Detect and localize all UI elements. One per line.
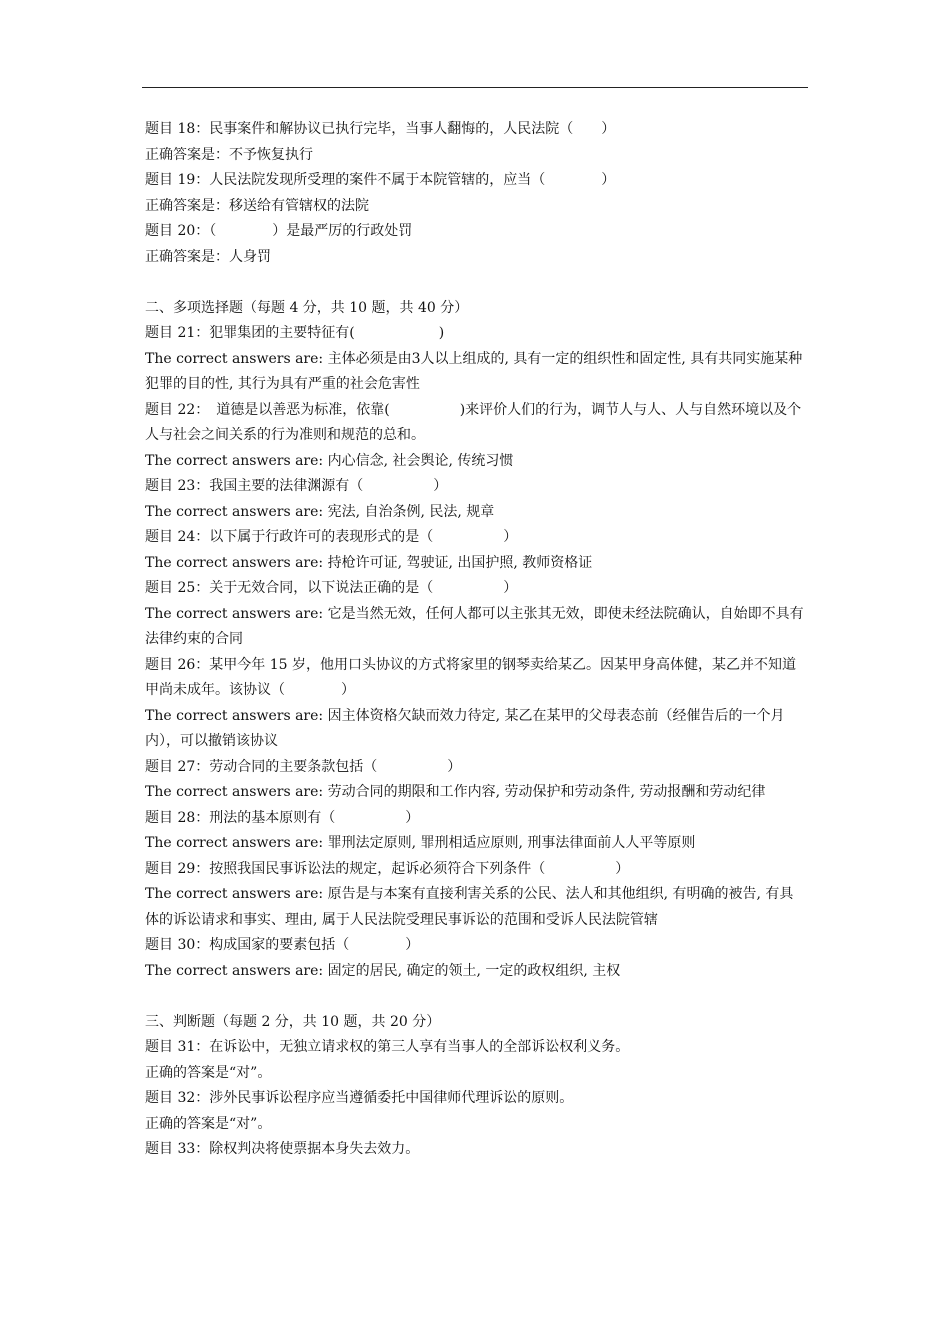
question-21: 题目 21：犯罪集团的主要特征有( ) [145, 325, 445, 341]
question-23: 题目 23：我国主要的法律渊源有（ ） [145, 478, 448, 494]
question-22: 题目 22： 道德是以善恶为标准，依靠( )来评价人们的行为，调节人与人、人与自然环境以及个人与社会之间关系的行为准则和规范的总和。 [145, 401, 802, 443]
answer-26: The correct answers are: 因主体资格欠缺而效力待定, 某乙在某甲的父母表态前（经催告后的一个月内），可以撤销该协议 [145, 707, 785, 749]
answer-32: 正确的答案是“对”。 [145, 1115, 272, 1132]
answer-18: 正确答案是：不予恢复执行 [145, 146, 313, 163]
question-33: 题目 33：除权判决将使票据本身失去效力。 [145, 1141, 420, 1157]
header-rule [142, 87, 808, 88]
question-31: 题目 31：在诉讼中，无独立请求权的第三人享有当事人的全部诉讼权利义务。 [145, 1039, 630, 1055]
answer-21: The correct answers are: 主体必须是由3人以上组成的, 具有一定的组织性和固定性, 具有共同实施某种犯罪的目的性, 其行为具有严重的社会危害性 [145, 350, 803, 392]
question-19: 题目 19：人民法院发现所受理的案件不属于本院管辖的，应当（ ） [145, 172, 616, 188]
section-heading-multiple-choice: 二、多项选择题（每题 4 分，共 10 题，共 40 分） [145, 299, 469, 316]
answer-25: The correct answers are: 它是当然无效，任何人都可以主张其无效，即使未经法院确认，自始即不具有法律约束的合同 [145, 605, 804, 647]
answer-31: 正确的答案是“对”。 [145, 1064, 272, 1081]
question-28: 题目 28：刑法的基本原则有（ ） [145, 809, 420, 826]
answer-29: The correct answers are: 原告是与本案有直接利害关系的公民、法人和其他组织, 有明确的被告, 有具体的诉讼请求和事实、理由, 属于人民法院受理民事诉讼的范围和受诉人民法院管辖 [145, 886, 794, 928]
question-29: 题目 29：按照我国民事诉讼法的规定，起诉必须符合下列条件（ ） [145, 860, 630, 877]
question-30: 题目 30：构成国家的要素包括（ ） [145, 937, 420, 953]
question-24: 题目 24：以下属于行政许可的表现形式的是（ ） [145, 529, 518, 545]
answer-23: The correct answers are: 宪法, 自治条例, 民法, 规章 [145, 503, 495, 520]
answer-30: The correct answers are: 固定的居民, 确定的领土, 一定的政权组织, 主权 [145, 962, 621, 979]
document-body [145, 117, 807, 1163]
answer-27: The correct answers are: 劳动合同的期限和工作内容, 劳动保护和劳动条件, 劳动报酬和劳动纪律 [145, 784, 766, 800]
question-26: 题目 26：某甲今年 15 岁，他用口头协议的方式将家里的钢琴卖给某乙。因某甲身高体健，某乙并不知道甲尚未成年。该协议（ ） [145, 656, 796, 698]
question-27: 题目 27：劳动合同的主要条款包括（ ） [145, 758, 462, 775]
section-spacer [145, 270, 807, 296]
answer-22: The correct answers are: 内心信念, 社会舆论, 传统习惯 [145, 452, 514, 469]
answer-24: The correct answers are: 持枪许可证, 驾驶证, 出国护照, 教师资格证 [145, 554, 593, 571]
question-18: 题目 18：民事案件和解协议已执行完毕，当事人翻悔的，人民法院（ ） [145, 121, 616, 137]
question-25: 题目 25：关于无效合同，以下说法正确的是（ ） [145, 580, 518, 596]
answer-19: 正确答案是：移送给有管辖权的法院 [145, 197, 369, 214]
answer-28: The correct answers are: 罪刑法定原则, 罪刑相适应原则, 刑事法律面前人人平等原则 [145, 835, 696, 851]
answer-20: 正确答案是：人身罚 [145, 248, 271, 265]
section-heading-true-false: 三、判断题（每题 2 分，共 10 题，共 20 分） [145, 1013, 441, 1030]
question-32: 题目 32：涉外民事诉讼程序应当遵循委托中国律师代理诉讼的原则。 [145, 1090, 574, 1106]
section-spacer [145, 984, 807, 1010]
question-20: 题目 20：（ ）是最严厉的行政处罚 [145, 223, 413, 239]
